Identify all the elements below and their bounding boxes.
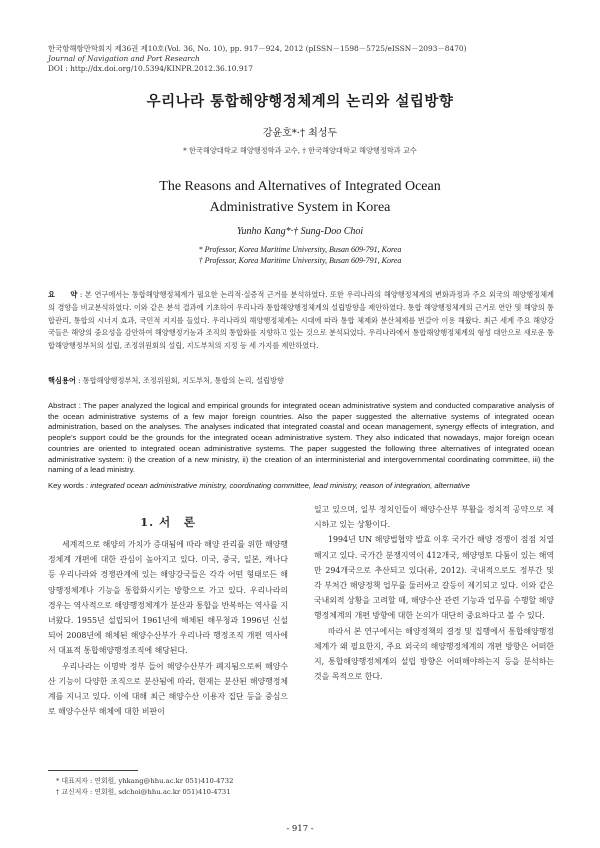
abstract-english-label: Abstract [48,401,77,410]
keywords-english [48,481,554,490]
section-heading: 1. 서 론 [140,515,196,529]
footnotes [56,776,233,797]
affiliation-korean: * 한국해양대학교 해양행정학과 교수, † 한국해양대학교 해양행정학과 교수 [183,146,417,155]
footnote-divider [48,770,138,771]
body-column-left [48,502,288,719]
body-column-right [314,502,554,684]
keywords-korean-text: : 통합해양행정부처, 조정위원회, 지도부처, 통합의 논리, 설립방향 [75,376,284,385]
abstract-korean-text: : 본 연구에서는 통합해양행정체계가 필요한 논리적·실증적 근거를 분석하였다. 또한 우리나라의 해양행정체계의 변화과정과 주요 외국의 해양행정체계의 경향을 비교분석하였다. 이와 같은 분석 결과에 기초하여 우리나라 통합해양행정체계의 설립방향을 제안하였다. 통합 해양행정체계의 근거로 연안 및 해양의 통합관리, 통합의 시너지 효과, 국민적 지지를 들었다. 우리나라의 해양행정체계는 시대에 따라 통합 체제와 분산체제를 번갈아 이용 해왔다. 최근 세계 주요 해양강국들은 해양의 중요성을 감안하여 해양행정기능과 조직의 통합화를 지향하고 있는 것으로 분석되었다. 우리나라에서 통합해양행정체계의 형성 대안으로 새로운 통합해양행정부처의 설립, 조정위원회의 설립, 지도부처의 지정 등 세 가지를 제안하였다. [48,290,554,351]
title-korean: 우리나라 통합해양행정체계의 논리와 설립방향 [146,93,454,110]
journal-header [48,44,467,75]
keywords-english-text: : integrated ocean administrative ministry, coordinating committee, lead ministry, reason of integration, alternative [83,481,470,490]
body-paragraph: 우리나라는 이명박 정부 들어 해양수산부가 폐지됨으로써 해양수산 기능이 다양한 조직으로 분산됨에 따라, 현재는 분산된 해양행정체계를 지니고 있다. 이에 대해 최근 해양수산 이용자 집단 등을 중심으로 해양수산부 해체에 대한 비판이 [48,661,288,717]
keywords-korean-label: 핵심용어 [48,376,76,385]
body-paragraph: 1994년 UN 해양법협약 발효 이후 국가간 해양 경쟁이 점점 치열해지고 있다. 국가간 분쟁지역이 412개국, 해양영토 다툼이 있는 해역만 294개국으로 추산되고 있다(류, 2012). 국내적으로도 정부간 및 각 부처간 해양정책 업무를 둘러싸고 갈등이 제기되고 있다. 이와 같은 국내외적 상황을 고려할 때, 해양수산 관련 기능과 업무를 수행할 해양행정체계의 개편 방향에 대한 논의가 대단히 중요하다고 볼 수 있다. [314,535,554,621]
title-english-line: Administrative System in Korea [209,200,391,215]
abstract-korean-label: 요 약 [48,290,78,299]
body-paragraph: 일고 있으며, 일부 정치인들이 해양수산부 부활을 정치적 공약으로 제시하고 있는 상황이다. [314,505,554,530]
authors-korean: 강윤호*·† 최성두 [262,128,338,139]
body-paragraph: 따라서 본 연구에서는 해양정책의 결정 및 집행에서 통합해양행정체계가 왜 필요한지, 주요 외국의 해양행정체계의 개편 방향은 어떠한지, 통합해양행정체계의 설립 방향은 어떠해야하는지 등을 분석하는 것을 목적으로 한다. [314,626,554,682]
affiliation-english-line: † Professor, Korea Maritime University, Busan 609-791, Korea [198,256,402,265]
journal-name: Journal of Navigation and Port Research [48,54,200,64]
doi-line: DOI : http://dx.doi.org/10.5394/KINPR.2012.36.10.917 [48,64,253,74]
title-english-line: The Reasons and Alternatives of Integrated Ocean [159,179,441,194]
affiliation-english [0,244,600,266]
title-english [0,176,600,218]
footnote-contact: † 교신저자 : 연회원, sdchoi@hhu.ac.kr 051)410-4731 [56,787,231,796]
page-number: - 917 - [286,824,314,834]
footnote-corresponding: * 대표저자 : 연회원, yhkang@hhu.ac.kr 051)410-4732 [56,777,234,785]
body-paragraph: 세계적으로 해양의 가치가 증대됨에 따라 해양 관리를 위한 해양행정체계 개편에 대한 관심이 높아지고 있다. 미국, 중국, 일본, 캐나다 등 우리나라와 경쟁관계에 있는 해양강국들은 각각 어떤 형태로든 해양행정체계나 기능을 통합화시키는 방향으로 가고 있다. 우리나라의 경우는 역사적으로 해양행정체계가 분산과 통합을 반복하는 역사를 지녀왔다. 1955년 설립되어 1961년에 해체된 해무청과 1996년 신설되어 2008년에 해체된 해양수산부가 우리나라 행정조직 개편 역사에서 대표적 통합해양행정조직에 해당된다. [48,540,288,656]
keywords-korean [48,376,554,386]
keywords-english-label: Key words [48,481,84,490]
abstract-english [48,401,554,476]
abstract-korean [48,289,554,353]
authors-english: Yunho Kang*·† Sung-Doo Choi [236,226,364,237]
affiliation-english-line: * Professor, Korea Maritime University, Busan 609-791, Korea [198,245,402,254]
journal-header-line: 한국항해항만학회지 제36권 제10호(Vol. 36, No. 10), pp. 917－924, 2012 (pISSN－1598－5725/eISSN－2093－8470) [48,44,467,53]
abstract-english-text: : The paper analyzed the logical and empirical grounds for integrated ocean administrative system and conducted comparative analysis of the ocean administrative systems of a few major foreign countries. Also the paper suggested the alternative systems of integrated ocean administration, based on the analyses. The analyses indicated that integrated coastal and ocean management, synergy effects of integration, and people's support could be the grounds for the integrated ocean administrative system. They also indicated that nowadays, major foreign ocean countries are oriented to integrated ocean administrative systems. The paper suggested the following three alternatives of integrated ocean administrative system: i) the creation of a new ministry, ii) the creation of an interministerial and intergovernmental coordinating committee, iii) the naming of a lead ministry. [48,401,554,475]
